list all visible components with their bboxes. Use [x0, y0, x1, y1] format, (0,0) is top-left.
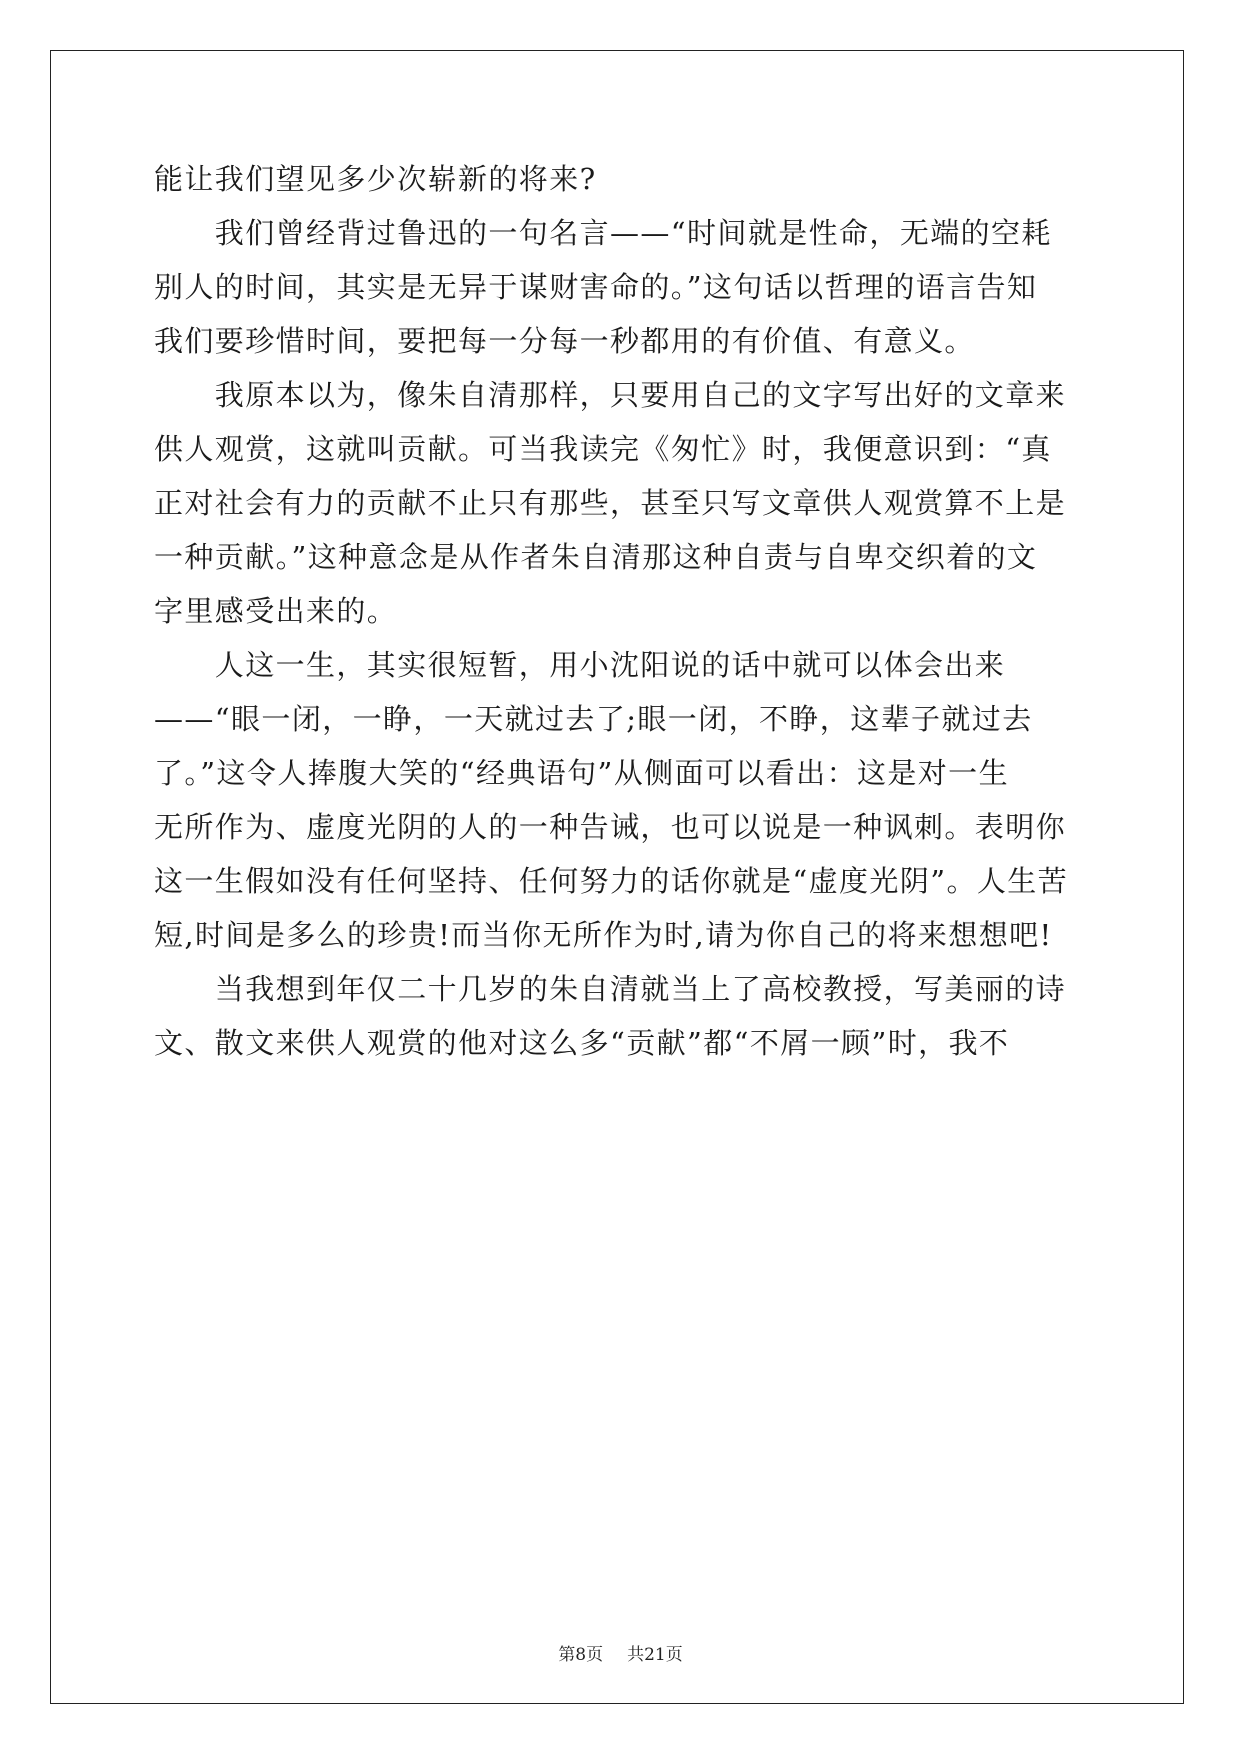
text-line-8: 一种贡献。”这种意念是从作者朱自清那这种自责与自卑交织着的文	[154, 540, 1038, 574]
text-line-15: 短,时间是多么的珍贵!而当你无所作为时,请为你自己的将来想想吧!	[154, 918, 1053, 952]
text-line-3: 别人的时间，其实是无异于谋财害命的。”这句话以哲理的语言告知	[154, 270, 1038, 304]
text-line-2: 我们曾经背过鲁迅的一句名言——“时间就是性命，无端的空耗	[154, 216, 1052, 250]
current-page-label: 第8页	[558, 1645, 604, 1665]
text-line-11: ——“眼一闭，一睁，一天就过去了;眼一闭，不睁，这辈子就过去	[154, 702, 1033, 736]
text-line-12: 了。”这令人捧腹大笑的“经典语句”从侧面可以看出：这是对一生	[154, 756, 1009, 790]
text-line-1: 能让我们望见多少次崭新的将来?	[154, 162, 597, 196]
text-line-6: 供人观赏，这就叫贡献。可当我读完《匆忙》时，我便意识到：“真	[154, 432, 1052, 466]
page-footer	[0, 1640, 1241, 1665]
document-body	[154, 162, 1094, 1083]
text-line-5: 我原本以为，像朱自清那样，只要用自己的文字写出好的文章来	[154, 378, 1067, 412]
text-line-17: 文、散文来供人观赏的他对这么多“贡献”都“不屑一顾”时，我不	[154, 1026, 1010, 1060]
total-pages-label: 共21页	[627, 1645, 683, 1665]
text-line-14: 这一生假如没有任何坚持、任何努力的话你就是“虚度光阴”。人生苦	[154, 864, 1069, 898]
text-line-7: 正对社会有力的贡献不止只有那些，甚至只写文章供人观赏算不上是	[154, 486, 1067, 520]
text-line-13: 无所作为、虚度光阴的人的一种告诫，也可以说是一种讽刺。表明你	[154, 810, 1067, 844]
text-line-4: 我们要珍惜时间，要把每一分每一秒都用的有价值、有意义。	[154, 324, 975, 358]
text-line-16: 当我想到年仅二十几岁的朱自清就当上了高校教授，写美丽的诗	[154, 972, 1067, 1006]
text-line-10: 人这一生，其实很短暂，用小沈阳说的话中就可以体会出来	[154, 648, 1006, 682]
text-line-9: 字里感受出来的。	[154, 594, 398, 628]
